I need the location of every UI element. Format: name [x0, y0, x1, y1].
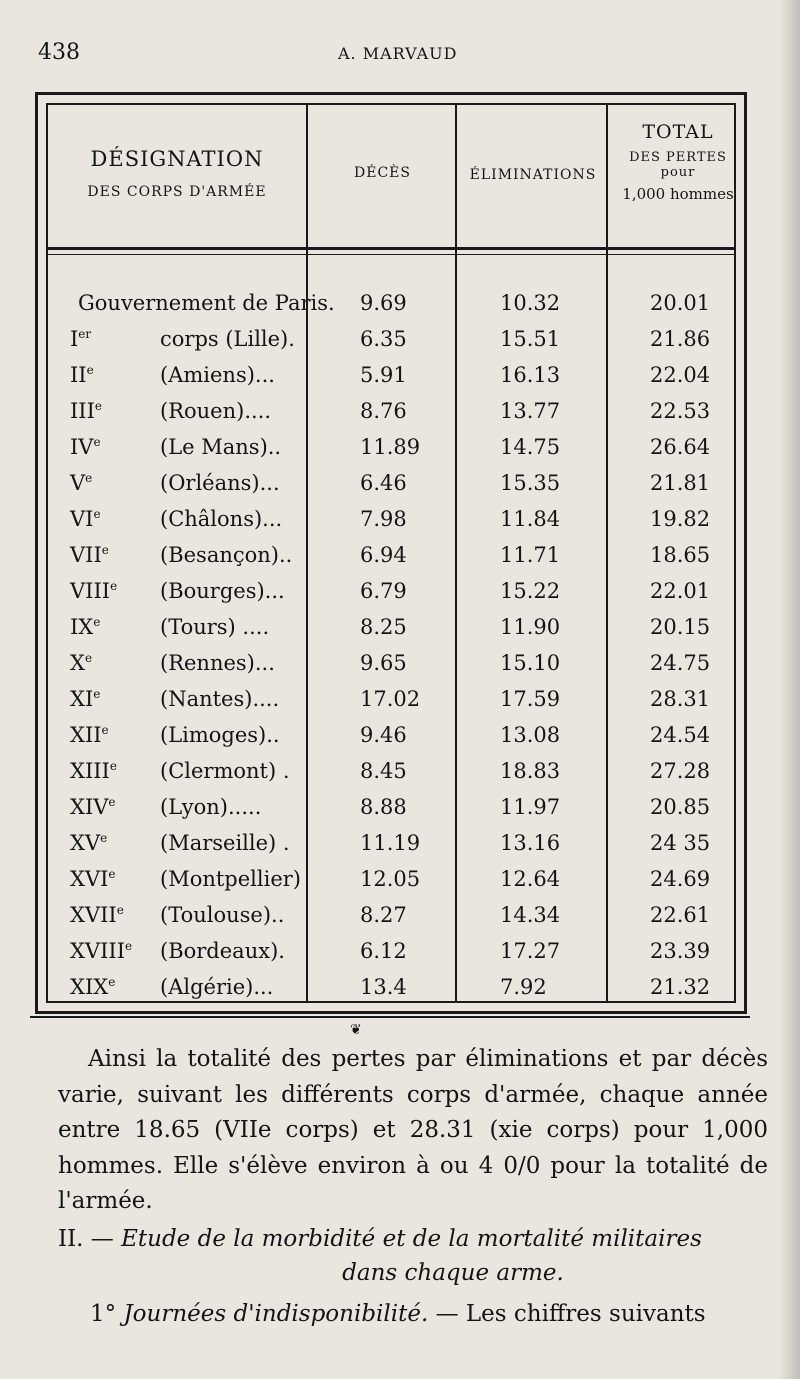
section-title-line1: Etude de la morbidité et de la mortalité militaires: [121, 1226, 702, 1252]
row-deces: 7.98: [360, 507, 407, 531]
table-bottom-rule: [30, 1016, 750, 1018]
row-ordinal-number: VI: [70, 507, 94, 531]
table-row: [48, 507, 734, 543]
row-ordinal-number: VIII: [70, 579, 111, 603]
table-row: [48, 579, 734, 615]
row-ordinal-number: IX: [70, 615, 94, 639]
row-ordinal-suffix: e: [93, 615, 101, 629]
row-total: 22.61: [650, 903, 711, 927]
running-head: [38, 40, 770, 72]
row-ordinal-suffix: e: [101, 543, 109, 557]
row-eliminations: 18.83: [500, 759, 561, 783]
row-total: 21.86: [650, 327, 711, 351]
row-ordinal-suffix: e: [125, 939, 133, 953]
row-corps-name: (Rouen)....: [160, 399, 272, 423]
row-deces: 8.45: [360, 759, 407, 783]
table-row: [48, 975, 734, 1011]
row-eliminations: 16.13: [500, 363, 561, 387]
row-eliminations: 14.75: [500, 435, 561, 459]
table-row: [48, 435, 734, 471]
section-number: II. —: [58, 1226, 114, 1252]
paragraph-text: Ainsi la totalité des pertes par éliminations et par décès varie, suivant les différents corps d'armée, chaque année entre 18.65 (VIIe corps) et 28.31 (xie corps) pour 1,000 hommes. Elle s'élève environ à ou 4 0/0 pour la totalité de l'armée.: [58, 1046, 768, 1214]
row-eliminations: 11.84: [500, 507, 561, 531]
row-corps-name: (Bourges)...: [160, 579, 285, 603]
row-ordinal-suffix: e: [101, 723, 109, 737]
row-deces: 11.19: [360, 831, 421, 855]
row-ordinal-suffix: e: [108, 975, 116, 989]
row-deces: 9.69: [360, 291, 407, 315]
statistics-table: [35, 92, 747, 1014]
row-ordinal-suffix: e: [93, 507, 101, 521]
header-total: [610, 121, 746, 203]
row-deces: 8.25: [360, 615, 407, 639]
row-ordinal: [70, 903, 124, 927]
row-corps-name: (Marseille) .: [160, 831, 290, 855]
header-total-title: TOTAL: [642, 121, 714, 143]
row-ordinal-suffix: e: [100, 831, 108, 845]
row-deces: 6.12: [360, 939, 407, 963]
header-rule: [48, 247, 734, 250]
row-deces: 8.27: [360, 903, 407, 927]
row-deces: 6.94: [360, 543, 407, 567]
row-ordinal-number: X: [70, 651, 85, 675]
row-ordinal-number: XVIII: [70, 939, 126, 963]
row-ordinal: [70, 399, 102, 423]
table-row: [48, 903, 734, 939]
header-designation-main: DÉSIGNATION: [90, 147, 264, 171]
row-total: 20.15: [650, 615, 711, 639]
row-deces: 9.46: [360, 723, 407, 747]
row-total: 21.81: [650, 471, 711, 495]
row-ordinal-number: XII: [70, 723, 102, 747]
row-deces: 5.91: [360, 363, 407, 387]
row-eliminations: 13.77: [500, 399, 561, 423]
row-total: 27.28: [650, 759, 711, 783]
row-ordinal: [70, 507, 101, 531]
row-total: 24.54: [650, 723, 711, 747]
row-total: 19.82: [650, 507, 711, 531]
row-corps-name: (Tours) ....: [160, 615, 270, 639]
table-row: [48, 867, 734, 903]
row-ordinal-number: I: [70, 327, 79, 351]
row-ordinal-number: VII: [70, 543, 102, 567]
row-ordinal: [70, 615, 100, 639]
row-deces: 6.79: [360, 579, 407, 603]
row-eliminations: 11.97: [500, 795, 561, 819]
row-ordinal: [70, 435, 101, 459]
row-total: 26.64: [650, 435, 711, 459]
row-ordinal-number: XIX: [70, 975, 109, 999]
section-heading: [58, 1222, 768, 1290]
row-total: 20.01: [650, 291, 711, 315]
row-ordinal-number: XV: [70, 831, 101, 855]
row-eliminations: 14.34: [500, 903, 561, 927]
row-corps-name: (Bordeaux).: [160, 939, 285, 963]
row-ordinal: [70, 975, 115, 999]
table-row: [48, 363, 734, 399]
row-deces: 8.76: [360, 399, 407, 423]
row-eliminations: 15.35: [500, 471, 561, 495]
page-number: 438: [38, 40, 80, 65]
ornament-icon: ❦: [350, 1022, 362, 1038]
header-total-sub: DES PERTES: [629, 149, 727, 165]
row-total: 28.31: [650, 687, 711, 711]
table-row: [48, 471, 734, 507]
row-ordinal: [70, 795, 116, 819]
row-corps-name: (Clermont) .: [160, 759, 290, 783]
row-eliminations: 15.10: [500, 651, 561, 675]
row-eliminations: 13.08: [500, 723, 561, 747]
subsection-text: — Les chiffres suivants: [435, 1301, 706, 1327]
table-body: [48, 291, 734, 1011]
header-designation: [48, 147, 306, 201]
row-ordinal-number: XVI: [70, 867, 109, 891]
table-row: [48, 543, 734, 579]
row-ordinal-number: V: [70, 471, 86, 495]
row-corps-name: (Besançon)..: [160, 543, 293, 567]
row-deces: 6.35: [360, 327, 407, 351]
row-ordinal: [70, 867, 116, 891]
row-eliminations: 15.51: [500, 327, 561, 351]
row-total: 24.69: [650, 867, 711, 891]
row-ordinal-number: IV: [70, 435, 94, 459]
row-corps-name: (Nantes)....: [160, 687, 280, 711]
row-corps-name: corps (Lille).: [160, 327, 295, 351]
row-ordinal-suffix: e: [84, 651, 93, 665]
row-ordinal-number: III: [70, 399, 95, 423]
row-eliminations: 10.32: [500, 291, 561, 315]
table-row: [48, 831, 734, 867]
table-inner-border: [46, 103, 736, 1003]
header-total-pour: pour: [660, 165, 696, 181]
row-ordinal-suffix: e: [86, 363, 94, 377]
header-rule-thin: [48, 254, 734, 255]
row-eliminations: 7.92: [500, 975, 547, 999]
row-deces: 13.4: [360, 975, 407, 999]
row-corps-name: (Limoges)..: [160, 723, 280, 747]
page-edge-shadow: [780, 0, 800, 1379]
row-total: 18.65: [650, 543, 711, 567]
row-eliminations: 17.59: [500, 687, 561, 711]
author-name: A. MARVAUD: [338, 44, 458, 63]
row-ordinal-suffix: e: [93, 687, 101, 701]
row-eliminations: 13.16: [500, 831, 561, 855]
row-total: 20.85: [650, 795, 711, 819]
row-ordinal: [70, 687, 100, 711]
row-ordinal: [70, 651, 92, 675]
subsection-heading: [90, 1297, 770, 1331]
row-corps-name: (Algérie)...: [160, 975, 274, 999]
row-corps-name: (Toulouse)..: [160, 903, 285, 927]
row-ordinal-number: XVII: [70, 903, 117, 927]
row-ordinal-suffix: er: [78, 327, 92, 341]
header-eliminations: ÉLIMINATIONS: [469, 167, 597, 183]
row-ordinal: [70, 579, 117, 603]
row-corps-name: (Rennes)...: [160, 651, 275, 675]
table-row-paris: [48, 291, 734, 327]
header-total-unit: 1,000 hommes: [622, 184, 734, 203]
table-row: [48, 759, 734, 795]
row-eliminations: 11.71: [500, 543, 561, 567]
row-deces: 11.89: [360, 435, 421, 459]
row-corps-name: (Châlons)...: [160, 507, 283, 531]
row-corps-name: (Lyon).....: [160, 795, 262, 819]
row-label: Gouvernement de Paris.: [78, 291, 335, 315]
row-ordinal-number: XIII: [70, 759, 110, 783]
row-ordinal-suffix: e: [108, 867, 116, 881]
table-row: [48, 795, 734, 831]
row-total: 24 35: [650, 831, 711, 855]
row-total: 22.04: [650, 363, 711, 387]
table-row: [48, 615, 734, 651]
table-row: [48, 651, 734, 687]
row-deces: 17.02: [360, 687, 421, 711]
row-total: 22.01: [650, 579, 711, 603]
row-ordinal: [70, 327, 91, 351]
table-row: [48, 327, 734, 363]
row-corps-name: (Orléans)...: [160, 471, 280, 495]
row-ordinal-suffix: e: [109, 759, 117, 773]
row-corps-name: (Le Mans)..: [160, 435, 282, 459]
row-ordinal-number: II: [70, 363, 87, 387]
row-ordinal: [70, 723, 109, 747]
row-total: 22.53: [650, 399, 711, 423]
row-ordinal: [70, 471, 92, 495]
row-deces: 9.65: [360, 651, 407, 675]
body-paragraph: [58, 1042, 768, 1220]
row-ordinal: [70, 543, 109, 567]
header-deces: DÉCÈS: [354, 165, 411, 181]
row-eliminations: 12.64: [500, 867, 561, 891]
row-ordinal: [70, 363, 94, 387]
row-ordinal: [70, 939, 132, 963]
subsection-title: Journées d'indisponibilité.: [123, 1301, 429, 1327]
row-ordinal: [70, 831, 107, 855]
row-deces: 6.46: [360, 471, 407, 495]
table-row: [48, 687, 734, 723]
row-eliminations: 17.27: [500, 939, 561, 963]
header-designation-sub: DES CORPS D'ARMÉE: [87, 184, 267, 201]
row-deces: 12.05: [360, 867, 421, 891]
row-ordinal-suffix: e: [110, 579, 118, 593]
row-total: 24.75: [650, 651, 711, 675]
table-row: [48, 939, 734, 975]
row-ordinal-suffix: e: [93, 435, 101, 449]
row-eliminations: 15.22: [500, 579, 561, 603]
table-row: [48, 399, 734, 435]
row-ordinal-number: XIV: [70, 795, 109, 819]
row-ordinal-suffix: e: [85, 471, 93, 485]
row-corps-name: (Amiens)...: [160, 363, 275, 387]
row-corps-name: (Montpellier): [160, 867, 301, 891]
section-title-line2: dans chaque arme.: [342, 1260, 564, 1286]
row-eliminations: 11.90: [500, 615, 561, 639]
row-total: 21.32: [650, 975, 711, 999]
row-total: 23.39: [650, 939, 711, 963]
row-ordinal-suffix: e: [94, 399, 102, 413]
row-ordinal-number: XI: [70, 687, 94, 711]
table-row: [48, 723, 734, 759]
row-ordinal-suffix: e: [116, 903, 124, 917]
row-ordinal: [70, 759, 117, 783]
row-ordinal-suffix: e: [108, 795, 116, 809]
row-deces: 8.88: [360, 795, 407, 819]
subsection-number: 1°: [90, 1301, 117, 1327]
